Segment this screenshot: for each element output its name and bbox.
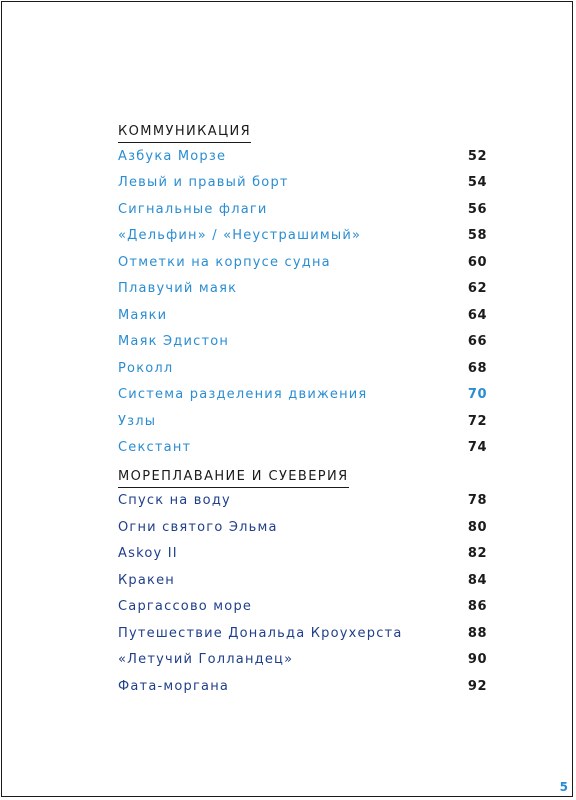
toc-entry[interactable] <box>118 518 487 545</box>
toc-entry-page: 92 <box>467 678 487 694</box>
toc-entry-title: Левый и правый борт <box>118 175 289 190</box>
toc-entry[interactable] <box>118 491 487 518</box>
section-heading-seafaring: МОРЕПЛАВАНИЕ И СУЕВЕРИЯ <box>118 467 349 488</box>
toc-entry[interactable] <box>118 624 487 651</box>
toc-entry[interactable] <box>118 200 487 227</box>
table-of-contents <box>118 120 487 703</box>
toc-entry[interactable] <box>118 571 487 598</box>
toc-entry-title: Саргассово море <box>118 599 253 614</box>
toc-entry-page: 86 <box>467 599 487 614</box>
toc-entry-page: 70 <box>467 387 487 402</box>
toc-entry-page: 56 <box>467 201 487 217</box>
toc-entry-title: Отметки на корпусе судна <box>118 254 331 270</box>
toc-entry-page: 62 <box>467 281 487 296</box>
toc-entry-page: 66 <box>467 334 487 349</box>
toc-entry[interactable] <box>118 279 487 306</box>
toc-entry-title: «Дельфин» / «Неустрашимый» <box>118 228 362 243</box>
toc-entry[interactable] <box>118 306 487 333</box>
toc-entry-title: Путешествие Дональда Кроухерста <box>118 625 403 641</box>
toc-entry[interactable] <box>118 677 487 704</box>
toc-entry-title: Узлы <box>118 413 157 429</box>
toc-entry-title: «Летучий Голландец» <box>118 652 294 667</box>
toc-entry-page: 64 <box>467 307 487 323</box>
toc-entry[interactable] <box>118 147 487 174</box>
toc-entry-page: 58 <box>467 228 487 243</box>
toc-entry-page: 72 <box>467 413 487 429</box>
page-number: 5 <box>559 780 568 794</box>
toc-entry-page: 68 <box>467 360 487 376</box>
toc-entry[interactable] <box>118 597 487 624</box>
section-heading-row <box>118 120 487 147</box>
toc-entry-page: 90 <box>467 652 487 667</box>
toc-entry-title: Маяк Эдистон <box>118 334 230 349</box>
toc-entry-title: Система разделения движения <box>118 387 368 402</box>
section-heading-row <box>118 465 487 492</box>
toc-entry[interactable] <box>118 332 487 359</box>
toc-entry-title: Плавучий маяк <box>118 281 238 296</box>
toc-entry-page: 54 <box>467 175 487 190</box>
toc-entry-title: Сигнальные флаги <box>118 201 268 217</box>
toc-entry-title: Азбука Морзе <box>118 148 227 164</box>
toc-entry[interactable] <box>118 412 487 439</box>
toc-entry-page: 88 <box>467 625 487 641</box>
toc-entry[interactable] <box>118 650 487 677</box>
toc-entry-page: 80 <box>467 519 487 535</box>
toc-entry-page: 82 <box>467 546 487 561</box>
toc-entry-page: 84 <box>467 572 487 588</box>
toc-entry[interactable] <box>118 385 487 412</box>
toc-entry-page: 60 <box>467 254 487 270</box>
toc-entry[interactable] <box>118 438 487 465</box>
toc-entry-title: Огни святого Эльма <box>118 519 278 535</box>
toc-entry-title: Askoy II <box>118 546 178 561</box>
toc-entry-title: Маяки <box>118 307 168 323</box>
toc-entry[interactable] <box>118 253 487 280</box>
toc-entry[interactable] <box>118 173 487 200</box>
toc-entry[interactable] <box>118 226 487 253</box>
section-heading-communication: КОММУНИКАЦИЯ <box>118 122 251 143</box>
toc-entry-page: 78 <box>467 493 487 508</box>
toc-entry[interactable] <box>118 544 487 571</box>
toc-entry-title: Роколл <box>118 360 174 376</box>
toc-entry-title: Фата-моргана <box>118 678 230 694</box>
toc-entry-title: Кракен <box>118 572 175 588</box>
toc-entry-title: Секстант <box>118 440 192 455</box>
toc-entry-page: 74 <box>467 440 487 455</box>
toc-entry-page: 52 <box>467 148 487 164</box>
toc-entry[interactable] <box>118 359 487 386</box>
toc-entry-title: Спуск на воду <box>118 493 231 508</box>
